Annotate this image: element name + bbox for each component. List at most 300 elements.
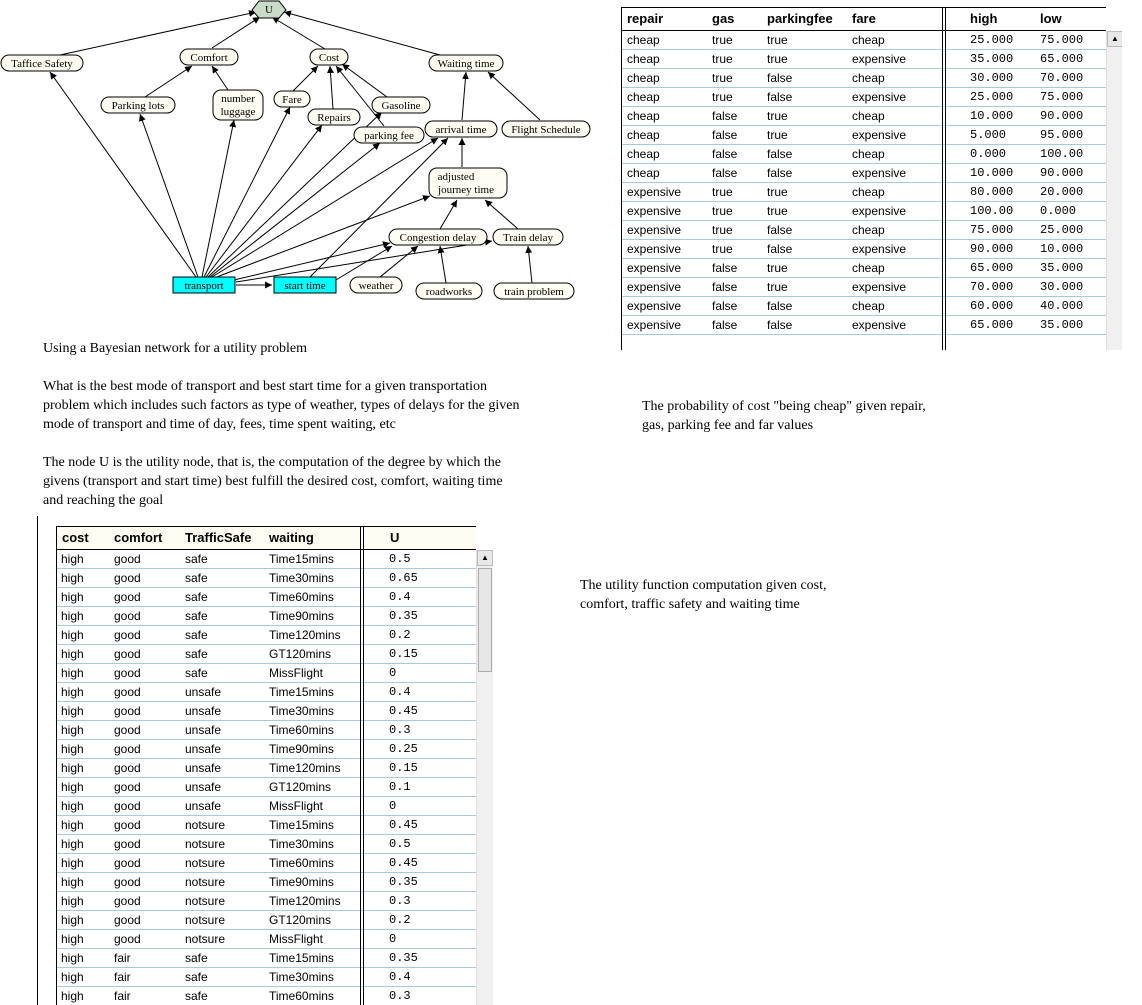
- table-cell: high: [61, 799, 84, 813]
- table-cell: high: [61, 571, 84, 585]
- table-cell: true: [767, 109, 788, 123]
- table-cell: good: [114, 780, 141, 794]
- table-cell: high: [61, 951, 84, 965]
- column-header-trafficsafe[interactable]: TrafficSafe: [185, 530, 252, 545]
- table-cell: expensive: [852, 128, 907, 142]
- table-cell: 0.3: [389, 894, 411, 908]
- edge-parking-comfort: [145, 66, 192, 97]
- table-cell: cheap: [852, 147, 885, 161]
- table-row[interactable]: [56, 759, 476, 778]
- table-cell: unsafe: [185, 761, 222, 775]
- table-cell: true: [712, 52, 733, 66]
- table-cell: expensive: [852, 90, 907, 104]
- edge-repairs-cost: [330, 66, 333, 109]
- table-cell: expensive: [852, 280, 907, 294]
- edge-traindelay-adjusted: [485, 200, 518, 229]
- table-cell: Time60mins: [269, 856, 334, 870]
- edge-arrival-waiting: [462, 72, 466, 120]
- table-cell: MissFlight: [269, 799, 324, 813]
- table-left-border: [56, 526, 57, 1005]
- table-row[interactable]: [622, 126, 1106, 145]
- table-cell: expensive: [852, 52, 907, 66]
- table-cell: good: [114, 875, 141, 889]
- table-cell: 0.4: [389, 590, 411, 604]
- table-cell: 30.000: [970, 71, 1014, 85]
- edge-transport-parking: [140, 114, 198, 277]
- edge-fare-cost: [292, 66, 318, 92]
- table-cell: 0.2: [389, 628, 411, 642]
- table-cell: 5.000: [970, 128, 1007, 142]
- utility-table-scrollbar[interactable]: [476, 550, 493, 1005]
- table-cell: 0.25: [389, 742, 418, 756]
- table-cell: 65.000: [1040, 52, 1084, 66]
- table-cell: cheap: [852, 33, 885, 47]
- table-cell: notsure: [185, 894, 226, 908]
- table-row[interactable]: [56, 569, 476, 588]
- table-row[interactable]: [56, 607, 476, 626]
- table-cell: 65.000: [970, 318, 1014, 332]
- table-row[interactable]: [56, 588, 476, 607]
- table-cell: true: [767, 280, 788, 294]
- table-cell: expensive: [627, 280, 682, 294]
- table-row[interactable]: [56, 645, 476, 664]
- table-cell: Time60mins: [269, 989, 334, 1003]
- table-cell: good: [114, 723, 141, 737]
- table-cell: high: [61, 913, 84, 927]
- table-row[interactable]: [56, 702, 476, 721]
- table-cell: true: [712, 33, 733, 47]
- table-cell: 35.000: [1040, 261, 1084, 275]
- bayesian-network-diagram: [0, 0, 600, 310]
- question-line: What is the best mode of transport and best start time for a given transportation: [43, 379, 487, 394]
- table-cell: true: [767, 204, 788, 218]
- table-cell: good: [114, 894, 141, 908]
- table-cell: cheap: [627, 33, 660, 47]
- table-cell: cheap: [852, 185, 885, 199]
- table-cell: Time30mins: [269, 837, 334, 851]
- edge-waiting-u: [284, 12, 440, 55]
- table-cell: Time60mins: [269, 723, 334, 737]
- train-problem-node-label: train problem: [504, 286, 564, 298]
- comfort-node-label: Comfort: [190, 52, 228, 64]
- number-luggage-node-label-1: number: [221, 93, 255, 105]
- table-cell: 75.000: [970, 223, 1014, 237]
- table-cell: 0.000: [970, 147, 1007, 161]
- table-cell: unsafe: [185, 685, 222, 699]
- table-cell: Time120mins: [269, 894, 341, 908]
- table-row[interactable]: [622, 107, 1106, 126]
- table-row[interactable]: [622, 145, 1106, 164]
- utility-function-table: [37, 516, 493, 1005]
- table-cell: good: [114, 571, 141, 585]
- table-cell: cheap: [627, 109, 660, 123]
- table-cell: safe: [185, 989, 208, 1003]
- utility-line: and reaching the goal: [43, 493, 164, 508]
- table-cell: high: [61, 628, 84, 642]
- table-cell: fair: [114, 989, 131, 1003]
- table-cell: safe: [185, 666, 208, 680]
- table-row[interactable]: [56, 740, 476, 759]
- table-cell: unsafe: [185, 704, 222, 718]
- table-cell: 0.65: [389, 571, 418, 585]
- table-cell: unsafe: [185, 799, 222, 813]
- edge-weather-congestion: [380, 246, 418, 277]
- table-cell: Time60mins: [269, 590, 334, 604]
- table-cell: false: [767, 90, 793, 104]
- table-cell: true: [767, 33, 788, 47]
- table-cell: 60.000: [970, 299, 1014, 313]
- table-cell: Time120mins: [269, 628, 341, 642]
- table-cell: true: [712, 242, 733, 256]
- table-cell: Time30mins: [269, 571, 334, 585]
- column-separator: [942, 7, 946, 350]
- table-cell: 0: [389, 799, 397, 813]
- table-cell: false: [712, 261, 738, 275]
- table-cell: expensive: [627, 299, 682, 313]
- table-cell: 40.000: [1040, 299, 1084, 313]
- scroll-up-arrow-icon[interactable]: ▲: [477, 550, 493, 566]
- table-cell: cheap: [627, 128, 660, 142]
- table-cell: high: [61, 742, 84, 756]
- edge-transport-arrival: [212, 138, 438, 277]
- table-cell: 20.000: [1040, 185, 1084, 199]
- cost-table-scrollbar[interactable]: [1106, 31, 1122, 350]
- table-cell: false: [712, 299, 738, 313]
- table-cell: 10.000: [1040, 242, 1084, 256]
- table-cell: good: [114, 685, 141, 699]
- table-cell: Time90mins: [269, 609, 334, 623]
- edge-transport-fare: [204, 107, 290, 277]
- table-cell: high: [61, 970, 84, 984]
- table-cell: safe: [185, 609, 208, 623]
- table-cell: false: [712, 147, 738, 161]
- adjusted-journey-time-label-2: journey time: [438, 184, 494, 196]
- table-cell: high: [61, 837, 84, 851]
- table-cell: notsure: [185, 913, 226, 927]
- table-cell: true: [712, 204, 733, 218]
- table-cell: 100.00: [970, 204, 1014, 218]
- utility-line: The node U is the utility node, that is, the computation of the degree by which the: [43, 455, 502, 470]
- table-cell: expensive: [852, 242, 907, 256]
- traffic-safety-node-label: Taffice Safety: [11, 58, 73, 70]
- table-cell: 90.000: [970, 242, 1014, 256]
- table-cell: high: [61, 590, 84, 604]
- table-cell: 10.000: [970, 166, 1014, 180]
- table-row[interactable]: [622, 69, 1106, 88]
- table-cell: MissFlight: [269, 666, 324, 680]
- table-row[interactable]: [622, 164, 1106, 183]
- cost-node-label: Cost: [318, 52, 340, 64]
- table-cell: 90.000: [1040, 109, 1084, 123]
- edge-transport-parkingfee: [210, 143, 380, 277]
- table-cell: high: [61, 704, 84, 718]
- cost-caption-line: gas, parking fee and far values: [642, 418, 814, 433]
- table-row[interactable]: [56, 550, 476, 569]
- table-row[interactable]: [56, 835, 476, 854]
- column-header-high[interactable]: high: [970, 11, 998, 26]
- table-row[interactable]: [56, 873, 476, 892]
- table-cell: Time120mins: [269, 761, 341, 775]
- table-row[interactable]: [56, 778, 476, 797]
- table-cell: false: [767, 223, 793, 237]
- table-cell: cheap: [852, 71, 885, 85]
- table-cell: good: [114, 666, 141, 680]
- question-paragraph: [43, 377, 519, 434]
- table-cell: 35.000: [970, 52, 1014, 66]
- table-cell: false: [767, 242, 793, 256]
- table-cell: expensive: [627, 261, 682, 275]
- column-header-fare[interactable]: fare: [852, 11, 876, 26]
- edge-congestion-adjusted: [440, 200, 457, 229]
- table-row[interactable]: [56, 854, 476, 873]
- table-cell: high: [61, 761, 84, 775]
- column-header-low[interactable]: low: [1040, 11, 1062, 26]
- table-row[interactable]: [622, 240, 1106, 259]
- utility-node-paragraph: [43, 453, 503, 510]
- table-cell: high: [61, 723, 84, 737]
- edge-roadworks-congestion: [440, 246, 446, 283]
- table-cell: fair: [114, 951, 131, 965]
- table-row[interactable]: [622, 278, 1106, 297]
- table-cell: false: [712, 280, 738, 294]
- column-header-gas[interactable]: gas: [712, 11, 735, 26]
- table-row[interactable]: [622, 297, 1106, 316]
- cost-table-caption: [642, 397, 926, 435]
- table-cell: 30.000: [1040, 280, 1084, 294]
- table-cell: cheap: [627, 90, 660, 104]
- table-cell: safe: [185, 647, 208, 661]
- arrival-time-node-label: arrival time: [435, 124, 487, 136]
- table-cell: 25.000: [970, 33, 1014, 47]
- table-row[interactable]: [56, 987, 476, 1005]
- table-cell: 95.000: [1040, 128, 1084, 142]
- table-cell: false: [767, 299, 793, 313]
- table-cell: true: [767, 52, 788, 66]
- table-cell: fair: [114, 970, 131, 984]
- table-row[interactable]: [622, 88, 1106, 107]
- table-cell: 0: [389, 666, 397, 680]
- table-cell: 0.000: [1040, 204, 1077, 218]
- table-cell: 25.000: [1040, 223, 1084, 237]
- table-cell: cheap: [627, 166, 660, 180]
- table-row[interactable]: [56, 816, 476, 835]
- table-row[interactable]: [622, 50, 1106, 69]
- table-cell: GT120mins: [269, 780, 332, 794]
- table-cell: 0.45: [389, 704, 418, 718]
- table-cell: false: [712, 128, 738, 142]
- table-row[interactable]: [56, 626, 476, 645]
- table-cell: 75.000: [1040, 33, 1084, 47]
- table-cell: 0.45: [389, 856, 418, 870]
- table-row[interactable]: [622, 202, 1106, 221]
- table-cell: Time30mins: [269, 704, 334, 718]
- cost-table-header: [622, 7, 1106, 31]
- table-row[interactable]: [56, 949, 476, 968]
- table-row[interactable]: [56, 930, 476, 949]
- table-cell: cheap: [627, 52, 660, 66]
- table-cell: good: [114, 628, 141, 642]
- table-cell: high: [61, 932, 84, 946]
- table-cell: expensive: [627, 318, 682, 332]
- table-cell: high: [61, 989, 84, 1003]
- column-header-u[interactable]: U: [390, 530, 400, 545]
- table-cell: expensive: [627, 185, 682, 199]
- page-title: Using a Bayesian network for a utility problem: [43, 341, 307, 356]
- table-cell: expensive: [852, 204, 907, 218]
- table-cell: true: [767, 261, 788, 275]
- table-cell: MissFlight: [269, 932, 324, 946]
- table-cell: high: [61, 647, 84, 661]
- table-cell: good: [114, 552, 141, 566]
- table-cell: false: [767, 147, 793, 161]
- table-cell: unsafe: [185, 742, 222, 756]
- edge-flight-waiting: [488, 72, 540, 120]
- table-cell: 0.35: [389, 609, 418, 623]
- edge-luggage-comfort: [212, 66, 228, 90]
- table-cell: expensive: [627, 204, 682, 218]
- table-cell: safe: [185, 951, 208, 965]
- table-cell: 0.1: [389, 780, 411, 794]
- table-cell: false: [712, 109, 738, 123]
- table-cell: high: [61, 685, 84, 699]
- table-cell: notsure: [185, 818, 226, 832]
- table-cell: good: [114, 799, 141, 813]
- adjusted-journey-time-label-1: adjusted: [437, 171, 475, 183]
- table-cell: safe: [185, 628, 208, 642]
- table-cell: high: [61, 856, 84, 870]
- table-cell: true: [712, 185, 733, 199]
- table-cell: cheap: [627, 147, 660, 161]
- table-cell: notsure: [185, 932, 226, 946]
- table-row[interactable]: [56, 892, 476, 911]
- waiting-time-node-label: Waiting time: [437, 58, 495, 70]
- table-cell: cheap: [627, 71, 660, 85]
- table-cell: expensive: [852, 318, 907, 332]
- table-cell: unsafe: [185, 780, 222, 794]
- table-row[interactable]: [56, 797, 476, 816]
- table-cell: 0.4: [389, 970, 411, 984]
- table-cell: 70.000: [1040, 71, 1084, 85]
- table-cell: 90.000: [1040, 166, 1084, 180]
- table-cell: 0.35: [389, 875, 418, 889]
- table-cell: good: [114, 704, 141, 718]
- number-luggage-node-label-2: luggage: [220, 106, 256, 118]
- table-cell: 0.3: [389, 723, 411, 737]
- table-cell: GT120mins: [269, 647, 332, 661]
- table-cell: notsure: [185, 875, 226, 889]
- network-nodes: [1, 1, 590, 299]
- table-cell: good: [114, 609, 141, 623]
- table-row[interactable]: [56, 664, 476, 683]
- column-header-repair[interactable]: repair: [627, 11, 664, 26]
- table-cell: high: [61, 818, 84, 832]
- question-line: problem which includes such factors as type of weather, types of delays for the given: [43, 398, 520, 413]
- table-cell: 0.15: [389, 647, 418, 661]
- table-cell: good: [114, 837, 141, 851]
- congestion-delay-node-label: Congestion delay: [399, 232, 477, 244]
- table-cell: 35.000: [1040, 318, 1084, 332]
- table-cell: false: [767, 166, 793, 180]
- table-row[interactable]: [622, 221, 1106, 240]
- fare-node-label: Fare: [282, 94, 302, 106]
- cost-caption-line: The probability of cost "being cheap" given repair,: [642, 399, 926, 414]
- table-cell: false: [767, 71, 793, 85]
- column-header-comfort[interactable]: comfort: [114, 530, 163, 545]
- table-cell: cheap: [852, 109, 885, 123]
- table-cell: expensive: [627, 223, 682, 237]
- parking-lots-node-label: Parking lots: [111, 100, 165, 112]
- table-cell: safe: [185, 571, 208, 585]
- table-cell: 0: [389, 932, 397, 946]
- table-cell: high: [61, 875, 84, 889]
- start-time-decision-node-label: start time: [284, 280, 326, 292]
- table-row[interactable]: [622, 259, 1106, 278]
- table-row[interactable]: [56, 911, 476, 930]
- table-cell: 0.35: [389, 951, 418, 965]
- table-cell: 100.00: [1040, 147, 1084, 161]
- table-cell: 0.2: [389, 913, 411, 927]
- scroll-thumb[interactable]: [478, 568, 492, 672]
- table-cell: good: [114, 932, 141, 946]
- table-cell: 0.3: [389, 989, 411, 1003]
- edge-transport-luggage: [202, 120, 234, 277]
- table-row[interactable]: [622, 183, 1106, 202]
- utility-table-caption: [580, 576, 827, 614]
- table-row[interactable]: [56, 968, 476, 987]
- table-cell: good: [114, 913, 141, 927]
- table-cell: Time15mins: [269, 951, 334, 965]
- gasoline-node-label: Gasoline: [381, 100, 421, 112]
- column-separator: [360, 526, 364, 1005]
- table-cell: 0.4: [389, 685, 411, 699]
- question-line: mode of transport and time of day, fees, time spent waiting, etc: [43, 417, 396, 432]
- edge-transport-repairs: [206, 125, 322, 277]
- table-cell: notsure: [185, 856, 226, 870]
- table-cell: 80.000: [970, 185, 1014, 199]
- table-cell: false: [767, 318, 793, 332]
- roadworks-node-label: roadworks: [425, 286, 473, 298]
- table-cell: high: [61, 894, 84, 908]
- table-cell: high: [61, 609, 84, 623]
- column-header-cost[interactable]: cost: [62, 530, 89, 545]
- edge-trainproblem-traindelay: [528, 246, 532, 283]
- table-cell: Time90mins: [269, 875, 334, 889]
- scroll-up-arrow-icon[interactable]: ▲: [1107, 31, 1122, 47]
- table-cell: Time15mins: [269, 818, 334, 832]
- parking-fee-node-label: parking fee: [364, 130, 414, 142]
- table-cell: Time15mins: [269, 685, 334, 699]
- table-cell: 75.000: [1040, 90, 1084, 104]
- weather-node-label: weather: [358, 280, 394, 292]
- table-cell: cheap: [852, 261, 885, 275]
- table-cell: 0.5: [389, 552, 411, 566]
- table-cell: notsure: [185, 837, 226, 851]
- table-row[interactable]: [622, 31, 1106, 50]
- table-row[interactable]: [56, 721, 476, 740]
- table-row[interactable]: [56, 683, 476, 702]
- edge-gasoline-cost: [342, 64, 387, 97]
- utility-line: givens (transport and start time) best fulfill the desired cost, comfort, waiting time: [43, 474, 503, 489]
- column-header-parkingfee[interactable]: parkingfee: [767, 11, 833, 26]
- cost-probability-table: [621, 7, 1122, 350]
- table-cell: Time15mins: [269, 552, 334, 566]
- column-header-waiting[interactable]: waiting: [269, 530, 314, 545]
- table-cell: true: [767, 128, 788, 142]
- table-cell: high: [61, 666, 84, 680]
- utility-caption-line: comfort, traffic safety and waiting time: [580, 597, 800, 612]
- table-row[interactable]: [622, 316, 1106, 335]
- table-cell: 0.15: [389, 761, 418, 775]
